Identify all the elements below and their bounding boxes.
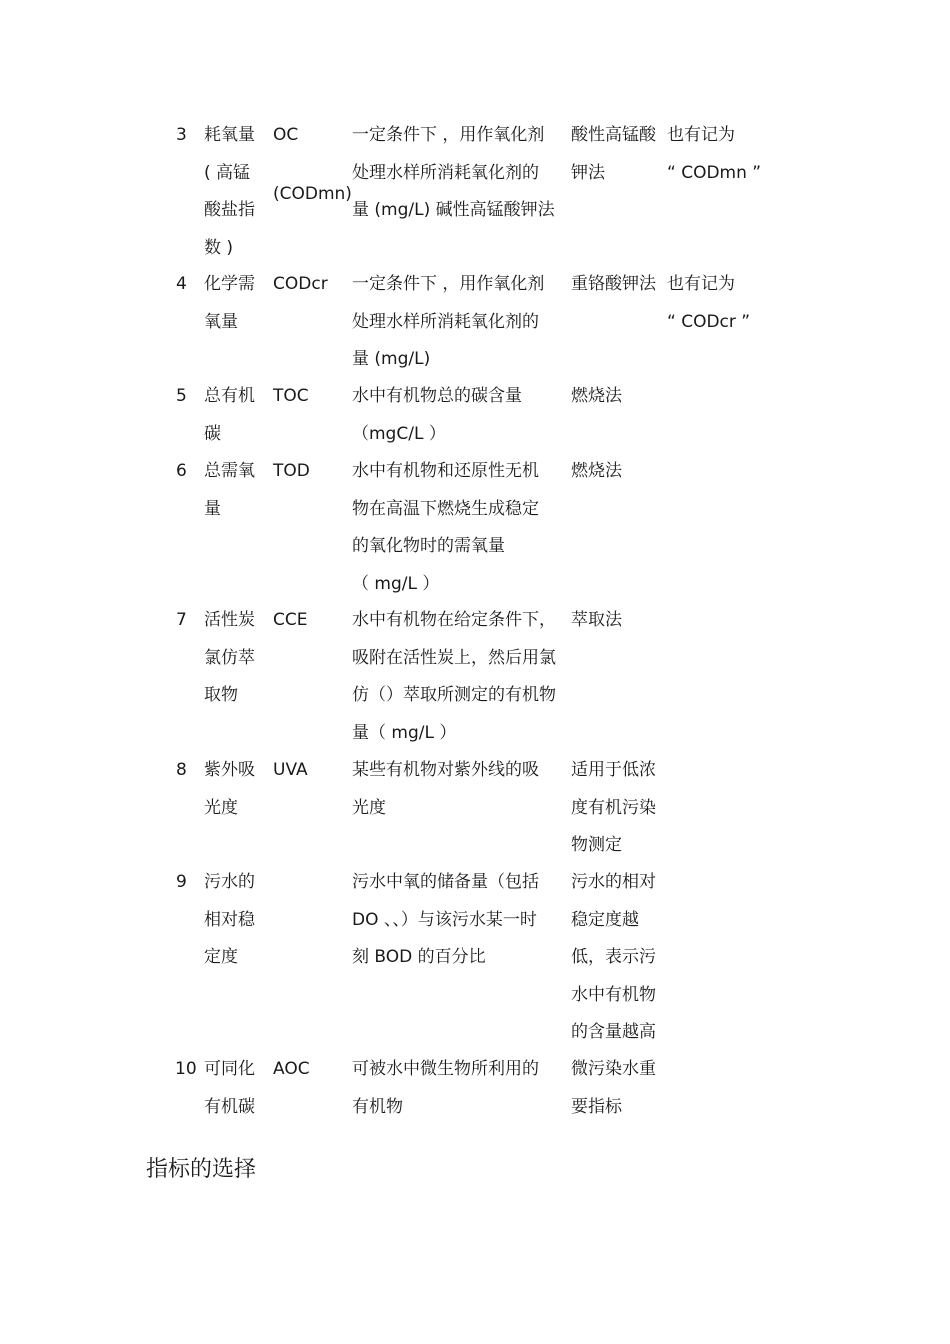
indicator-definition: 可被水中微生物所利用的 有机物 [352, 1059, 539, 1117]
indicator-definition: 水中有机物和还原性无机 物在高温下燃烧生成稳定 的氧化物时的需氧量 （ mg/L ） [352, 461, 539, 594]
row-number: 3 [176, 125, 187, 145]
indicator-abbreviation: AOC [273, 1059, 310, 1079]
row-number: 8 [176, 760, 187, 780]
indicator-abbreviation: CCE [273, 610, 308, 630]
measurement-method: 燃烧法 [571, 461, 622, 481]
indicator-definition: 一定条件下 ，用作氧化剂 处理水样所消耗氧化剂的 量 (mg/L) 碱性高锰酸钾法 [352, 125, 555, 220]
section-heading: 指标的选择 [146, 1157, 257, 1182]
indicator-name: 总需氧 量 [204, 461, 255, 519]
indicator-name: 污水的 相对稳 定度 [204, 872, 255, 967]
indicator-abbreviation: OC [273, 125, 299, 145]
indicator-abbreviation: UVA [273, 760, 308, 780]
measurement-method: 萃取法 [571, 610, 622, 630]
indicator-abbreviation: CODcr [273, 274, 328, 294]
measurement-method: 微污染水重 要指标 [571, 1059, 656, 1117]
measurement-method: 污水的相对 稳定度越 低，表示污 水中有机物 的含量越高 [571, 872, 656, 1042]
indicator-definition: 某些有机物对紫外线的吸 光度 [352, 760, 539, 818]
indicator-definition: 水中有机物总的碳含量 （mgC/L ） [352, 386, 522, 444]
indicator-name: 紫外吸 光度 [204, 760, 255, 818]
indicator-definition: 水中有机物在给定条件下， 吸附在活性炭上，然后用氯 仿（）萃取所测定的有机物 量（ mg/L ） [352, 610, 556, 743]
indicator-name: 耗氧量 ( 高锰 酸盐指 数 ) [204, 125, 255, 258]
row-number: 7 [176, 610, 187, 630]
row-number: 4 [176, 274, 187, 294]
indicator-name: 可同化 有机碳 [204, 1059, 255, 1117]
indicator-abbreviation: TOC [273, 386, 309, 406]
indicator-definition: 一定条件下 ，用作氧化剂 处理水样所消耗氧化剂的 量 (mg/L) [352, 274, 545, 369]
row-number: 9 [176, 872, 187, 892]
indicator-name: 总有机 碳 [204, 386, 255, 444]
row-number: 10 [175, 1059, 197, 1079]
indicator-name: 化学需 氧量 [204, 274, 255, 332]
measurement-method: 适用于低浓 度有机污染 物测定 [571, 760, 656, 855]
indicator-definition: 污水中氧的储备量（包括 DO 、、）与该污水某一时 刻 BOD 的百分比 [352, 872, 539, 967]
remark: 也有记为 “ CODmn ” [667, 125, 762, 183]
measurement-method: 重铬酸钾法 [571, 274, 656, 294]
indicator-abbreviation-alt: (CODmn) [273, 184, 352, 204]
remark: 也有记为 “ CODcr ” [667, 274, 751, 332]
measurement-method: 酸性高锰酸 钾法 [571, 125, 656, 183]
row-number: 5 [176, 386, 187, 406]
indicator-name: 活性炭 氯仿萃 取物 [204, 610, 255, 705]
indicator-abbreviation: TOD [273, 461, 310, 481]
row-number: 6 [176, 461, 187, 481]
measurement-method: 燃烧法 [571, 386, 622, 406]
